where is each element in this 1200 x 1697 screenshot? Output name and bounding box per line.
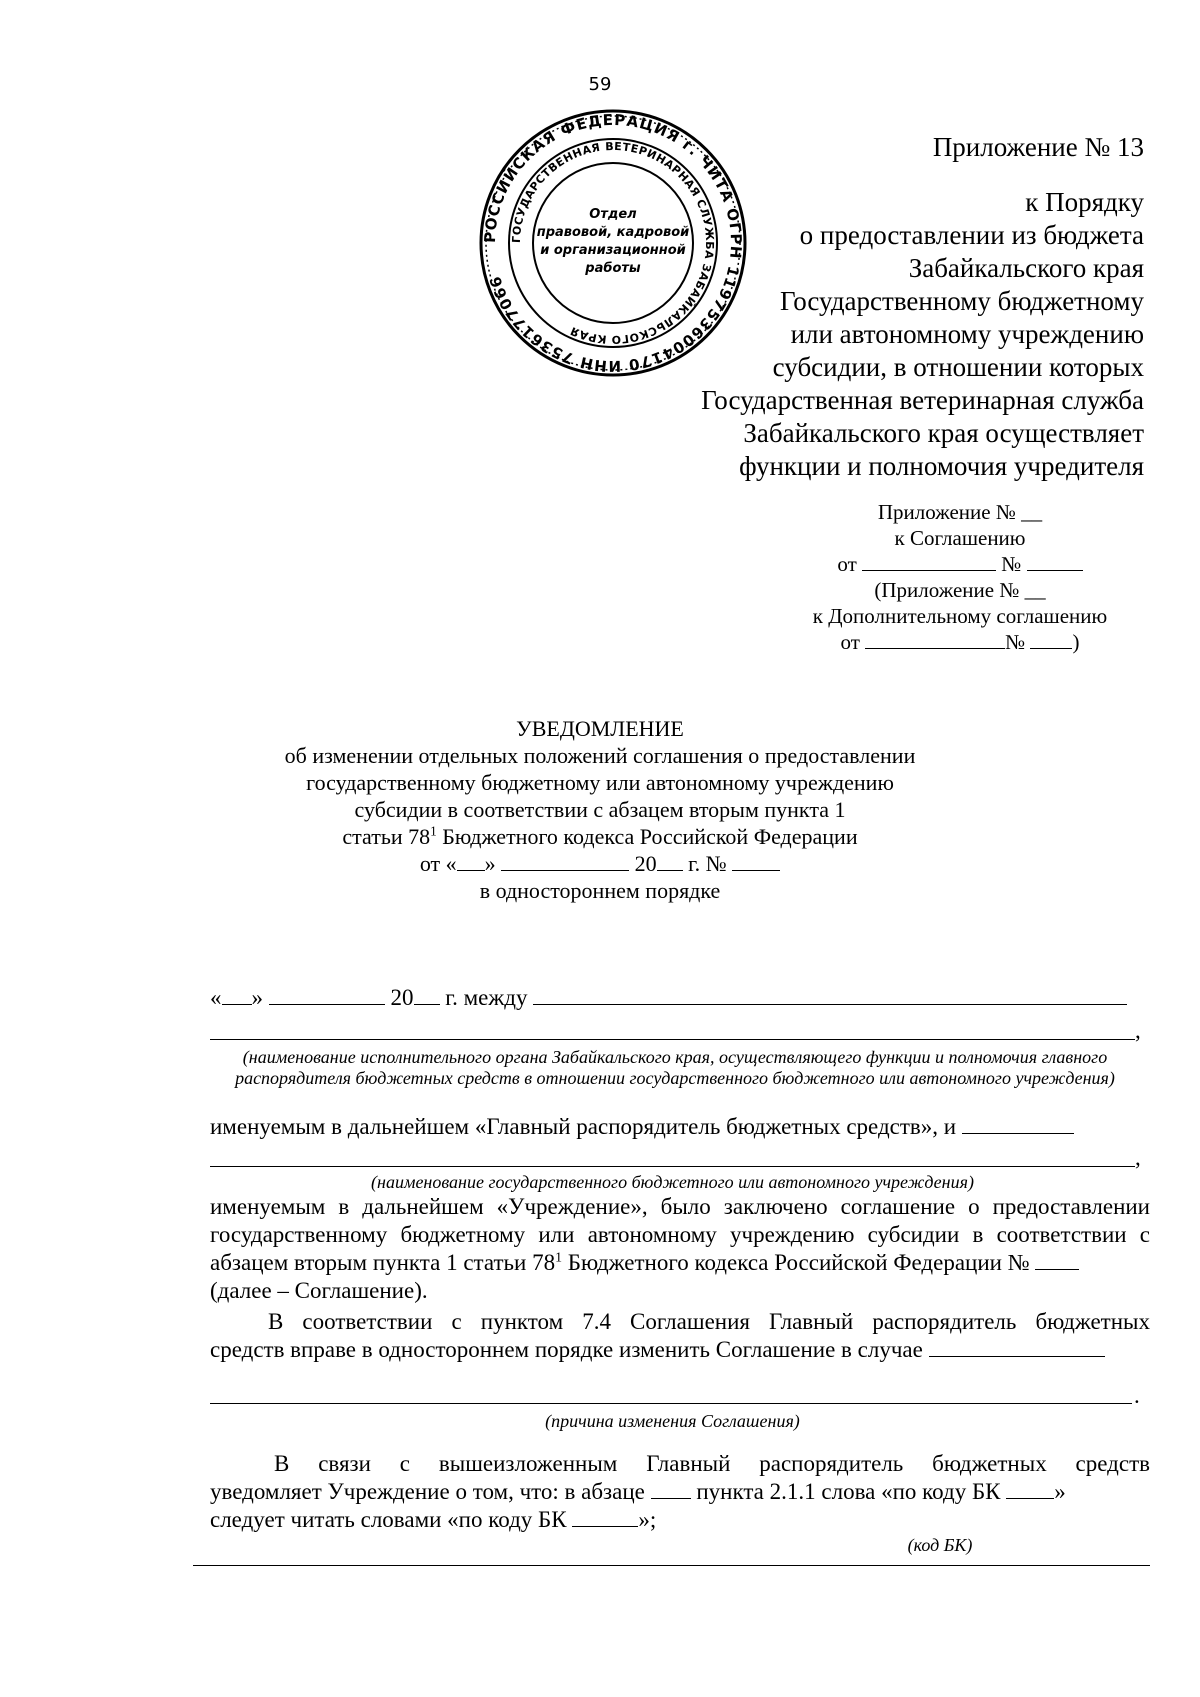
year-blank (414, 1003, 440, 1005)
old-bk-blank (1006, 1497, 1054, 1499)
day-blank (222, 1003, 252, 1005)
number-label: № (1001, 552, 1022, 576)
order-line: к Порядку (1025, 187, 1144, 217)
date-between-line (210, 984, 1150, 1012)
text-part: г. между (445, 985, 528, 1010)
superscript: 1 (430, 823, 437, 839)
page-number: 59 (588, 74, 612, 95)
text-part: 20 (390, 985, 414, 1010)
paragraph-line: В соответствии с пунктом 7.4 Соглашения Главный распорядитель бюджетных (268, 1309, 1150, 1334)
text-part: г. № (688, 851, 727, 876)
notice-subtitle-line: государственному бюджетному или автономному учреждению (306, 770, 894, 795)
text-part: статьи 78 (342, 824, 431, 849)
agreement-ref-date-line (760, 551, 1160, 577)
month-blank (501, 869, 629, 871)
text-part: » (484, 851, 496, 876)
stamp-center-line: Отдел (589, 207, 637, 222)
order-reference (624, 186, 1144, 483)
stamp-center-line: правовой, кадровой (536, 225, 690, 240)
order-line: Государственному бюджетному (779, 286, 1144, 316)
stamp-outer-text: РОССИЙСКАЯ ФЕДЕРАЦИЯ г. ЧИТА ОГРН 1197536004170 ИНН 7536177066 (480, 110, 746, 376)
order-line: функции и полномочия учредителя (739, 451, 1144, 481)
notice-subtitle-line (0, 823, 1200, 850)
institution-blank (962, 1132, 1074, 1134)
agreement-ref-date-line (760, 629, 1160, 655)
hint-exec-org: (наименование исполнительного органа Забайкальского края, осуществляющего функции и полномочия главного распорядителя бюджетных средств в отношении государственного бюджетного или автономного учреждения) (235, 1047, 1115, 1088)
paragraph-line (210, 1249, 1150, 1277)
number-label: № (1005, 630, 1026, 654)
bottom-divider (193, 1565, 1150, 1566)
from-label: от (840, 630, 860, 654)
new-bk-blank (572, 1525, 638, 1527)
order-line: Забайкальского края (908, 253, 1144, 283)
notice-subtitle-line: субсидии в соответствии с абзацем вторым пункта 1 (354, 797, 846, 822)
order-line: о предоставлении из бюджета (799, 220, 1144, 250)
closing-paren: ) (1072, 630, 1080, 654)
reason-blank (210, 1403, 1132, 1404)
case-blank (929, 1355, 1105, 1357)
year-blank (657, 869, 683, 871)
hint-bk: (код БК) (907, 1535, 973, 1555)
notice-date-line (0, 850, 1200, 877)
text-part: Бюджетного кодекса Российской Федерации № (562, 1250, 1030, 1275)
notice-subtitle-line: в одностороннем порядке (479, 878, 721, 903)
text-part: следует читать словами «по коду БК (210, 1507, 567, 1532)
order-line: или автономному учреждению (790, 319, 1144, 349)
paragraph-line (210, 1336, 1150, 1364)
paragraph-line (210, 1478, 1150, 1506)
notice-subtitle-line: об изменении отдельных положений соглашения о предоставлении (284, 743, 916, 768)
hint-reason: (причина изменения Соглашения) (545, 1411, 800, 1431)
paragraph-line (210, 1506, 1150, 1534)
agreement-ref-line: (Приложение № __ (874, 578, 1046, 602)
agreement-reference (760, 499, 1160, 655)
notice-title (0, 715, 1200, 904)
text-part: абзацем вторым пункта 1 статьи 78 (210, 1250, 556, 1275)
agreement-ref-line: к Дополнительному соглашению (812, 604, 1108, 628)
text-part: »; (638, 1507, 657, 1532)
date-blank (862, 569, 996, 571)
named-gr-line (210, 1113, 1150, 1141)
text-part: 20 (634, 851, 657, 876)
stamp-center-line: работы (585, 261, 641, 276)
agreement-number-blank (1035, 1268, 1079, 1270)
appendix-title: Приложение № 13 (932, 132, 1144, 162)
text-part: именуемым в дальнейшем «Главный распорядитель бюджетных средств», и (210, 1114, 957, 1139)
text-part: пункта 2.1.1 слова «по коду БК (696, 1479, 1001, 1504)
stamp-center-line: и организационной (540, 243, 686, 258)
hint-institution: (наименование государственного бюджетного или автономного учреждения) (371, 1172, 974, 1192)
number-blank (1030, 647, 1072, 649)
text-part: « (210, 985, 222, 1010)
text-part: Бюджетного кодекса Российской Федерации (436, 824, 858, 849)
text-part: » (1054, 1479, 1066, 1504)
comma: , (1135, 1018, 1141, 1043)
exec-org-blank (210, 1039, 1135, 1040)
number-blank (1027, 569, 1083, 571)
paragraph-1 (210, 1193, 1150, 1305)
day-blank (457, 869, 485, 871)
month-blank (269, 1003, 385, 1005)
paragraph-3 (210, 1450, 1150, 1534)
order-line: субсидии, в отношении которых (772, 352, 1144, 382)
from-label: от (837, 552, 857, 576)
agreement-ref-line: Приложение № __ (877, 500, 1043, 524)
paragraph-number-blank (651, 1497, 691, 1499)
party-blank (533, 1003, 1127, 1005)
text-part: уведомляет Учреждение о том, что: в абзаце (210, 1479, 645, 1504)
comma: , (1135, 1145, 1141, 1170)
paragraph-2 (210, 1308, 1150, 1364)
superscript: 1 (555, 1249, 563, 1265)
text-part: от « (419, 851, 457, 876)
stamp-ring-text: ГОСУДАРСТВЕННАЯ ВЕТЕРИНАРНАЯ СЛУЖБА ЗАБАЙКАЛЬСКОГО КРАЯ (509, 139, 717, 347)
date-blank (865, 647, 1005, 649)
paragraph-line: государственному бюджетному или автономному учреждению субсидии в соответствии с (210, 1222, 1150, 1247)
period: . (1134, 1383, 1140, 1408)
agreement-ref-line: к Соглашению (894, 526, 1026, 550)
number-blank (732, 869, 780, 871)
paragraph-line: (далее – Соглашение). (210, 1278, 428, 1303)
notice-heading: УВЕДОМЛЕНИЕ (516, 716, 684, 741)
order-line: Государственная ветеринарная служба (701, 385, 1144, 415)
paragraph-line: именуемым в дальнейшем «Учреждение», было заключено соглашение о предоставлении (210, 1194, 1150, 1219)
order-line: Забайкальского края осуществляет (743, 418, 1144, 448)
paragraph-line: В связи с вышеизложенным Главный распорядитель бюджетных средств (274, 1451, 1150, 1476)
text-part: средств вправе в одностороннем порядке изменить Соглашение в случае (210, 1337, 923, 1362)
institution-name-blank (210, 1166, 1135, 1167)
text-part: » (251, 985, 263, 1010)
